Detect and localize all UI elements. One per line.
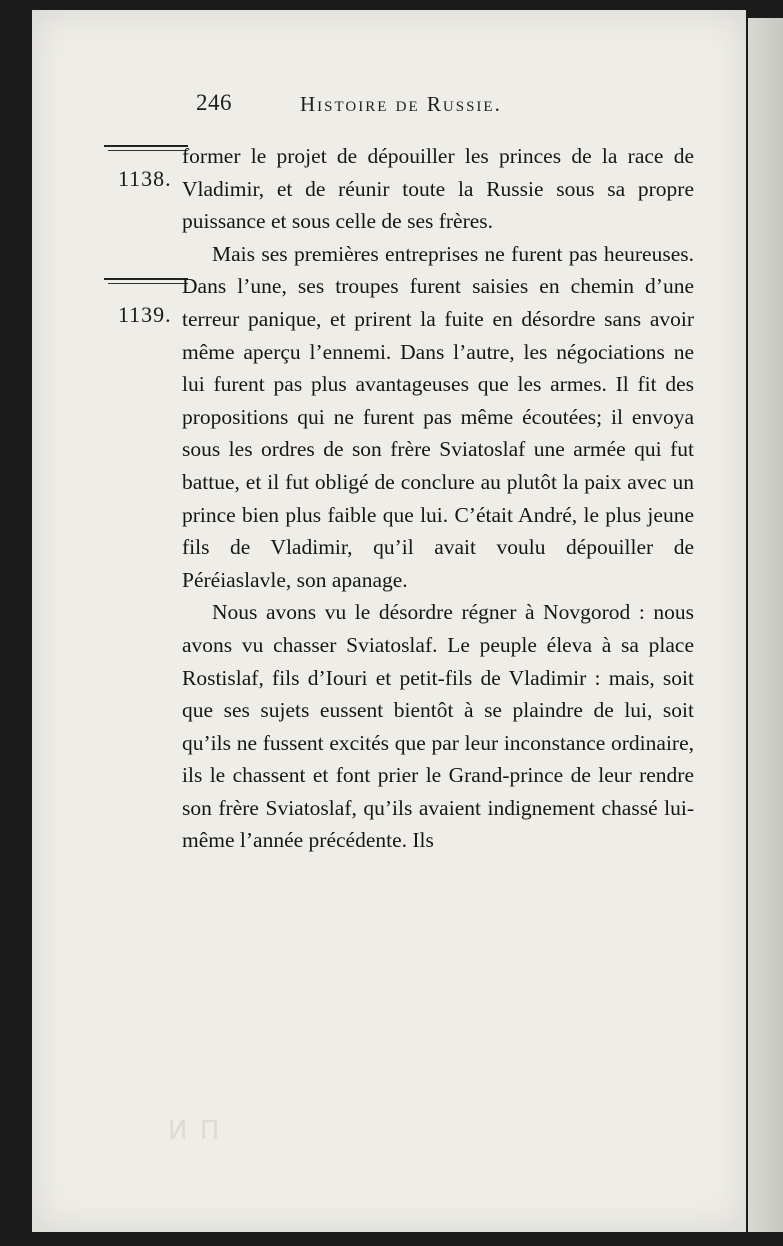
paragraph: Mais ses premières entreprises ne furent pas heureuses. Dans l’une, ses troupes furent saisies en chemin d’une terreur panique, et prirent la fuite en désordre sans avoir même aperçu l’ennemi. Dans l’autre, les négociations ne lui furent pas plus avantageuses que les armes. Il fit des propositions qui ne furent pas même écoutées; il envoya sous les ordres de son frère Sviatoslaf une armée qui fut battue, et il fut obligé de conclure au plutôt la paix avec un prince bien plus faible que lui. C’était André, le plus jeune fils de Vladimir, qu’il avait voulu dépouiller de Péréiaslavle, son apanage. (182, 241, 694, 592)
paragraph: former le projet de dépouiller les princes de la race de Vladimir, et de réunir toute la Russie sous sa propre puissance et sous celle de ses frères. (182, 144, 694, 234)
running-header (196, 90, 596, 116)
bleed-through-stamp: И П (168, 1116, 222, 1146)
page-number: 246 (196, 90, 232, 115)
margin-rule (104, 278, 188, 280)
paragraph: Nous avons vu le désordre régner à Novgorod : nous avons vu chasser Sviatoslaf. Le peuple éleva à sa place Rostislaf, fils d’Iouri et petit-fils de Vladimir : mais, soit que ses sujets eussent bientôt à se plaindre de lui, soit qu’ils ne fussent excités que par leur inconstance ordinaire, ils le chassent et font prier le Grand-prince de leur rendre son frère Sviatoslaf, qu’ils avaient indignement chassé lui-même l’année précédente. Ils (182, 600, 694, 853)
running-title: Histoire de Russie. (300, 92, 502, 116)
margin-rule (104, 145, 188, 147)
facing-page-edge (748, 18, 783, 1232)
margin-year: 1139. (118, 302, 172, 327)
body-text (182, 140, 694, 857)
margin-year: 1138. (118, 166, 172, 191)
